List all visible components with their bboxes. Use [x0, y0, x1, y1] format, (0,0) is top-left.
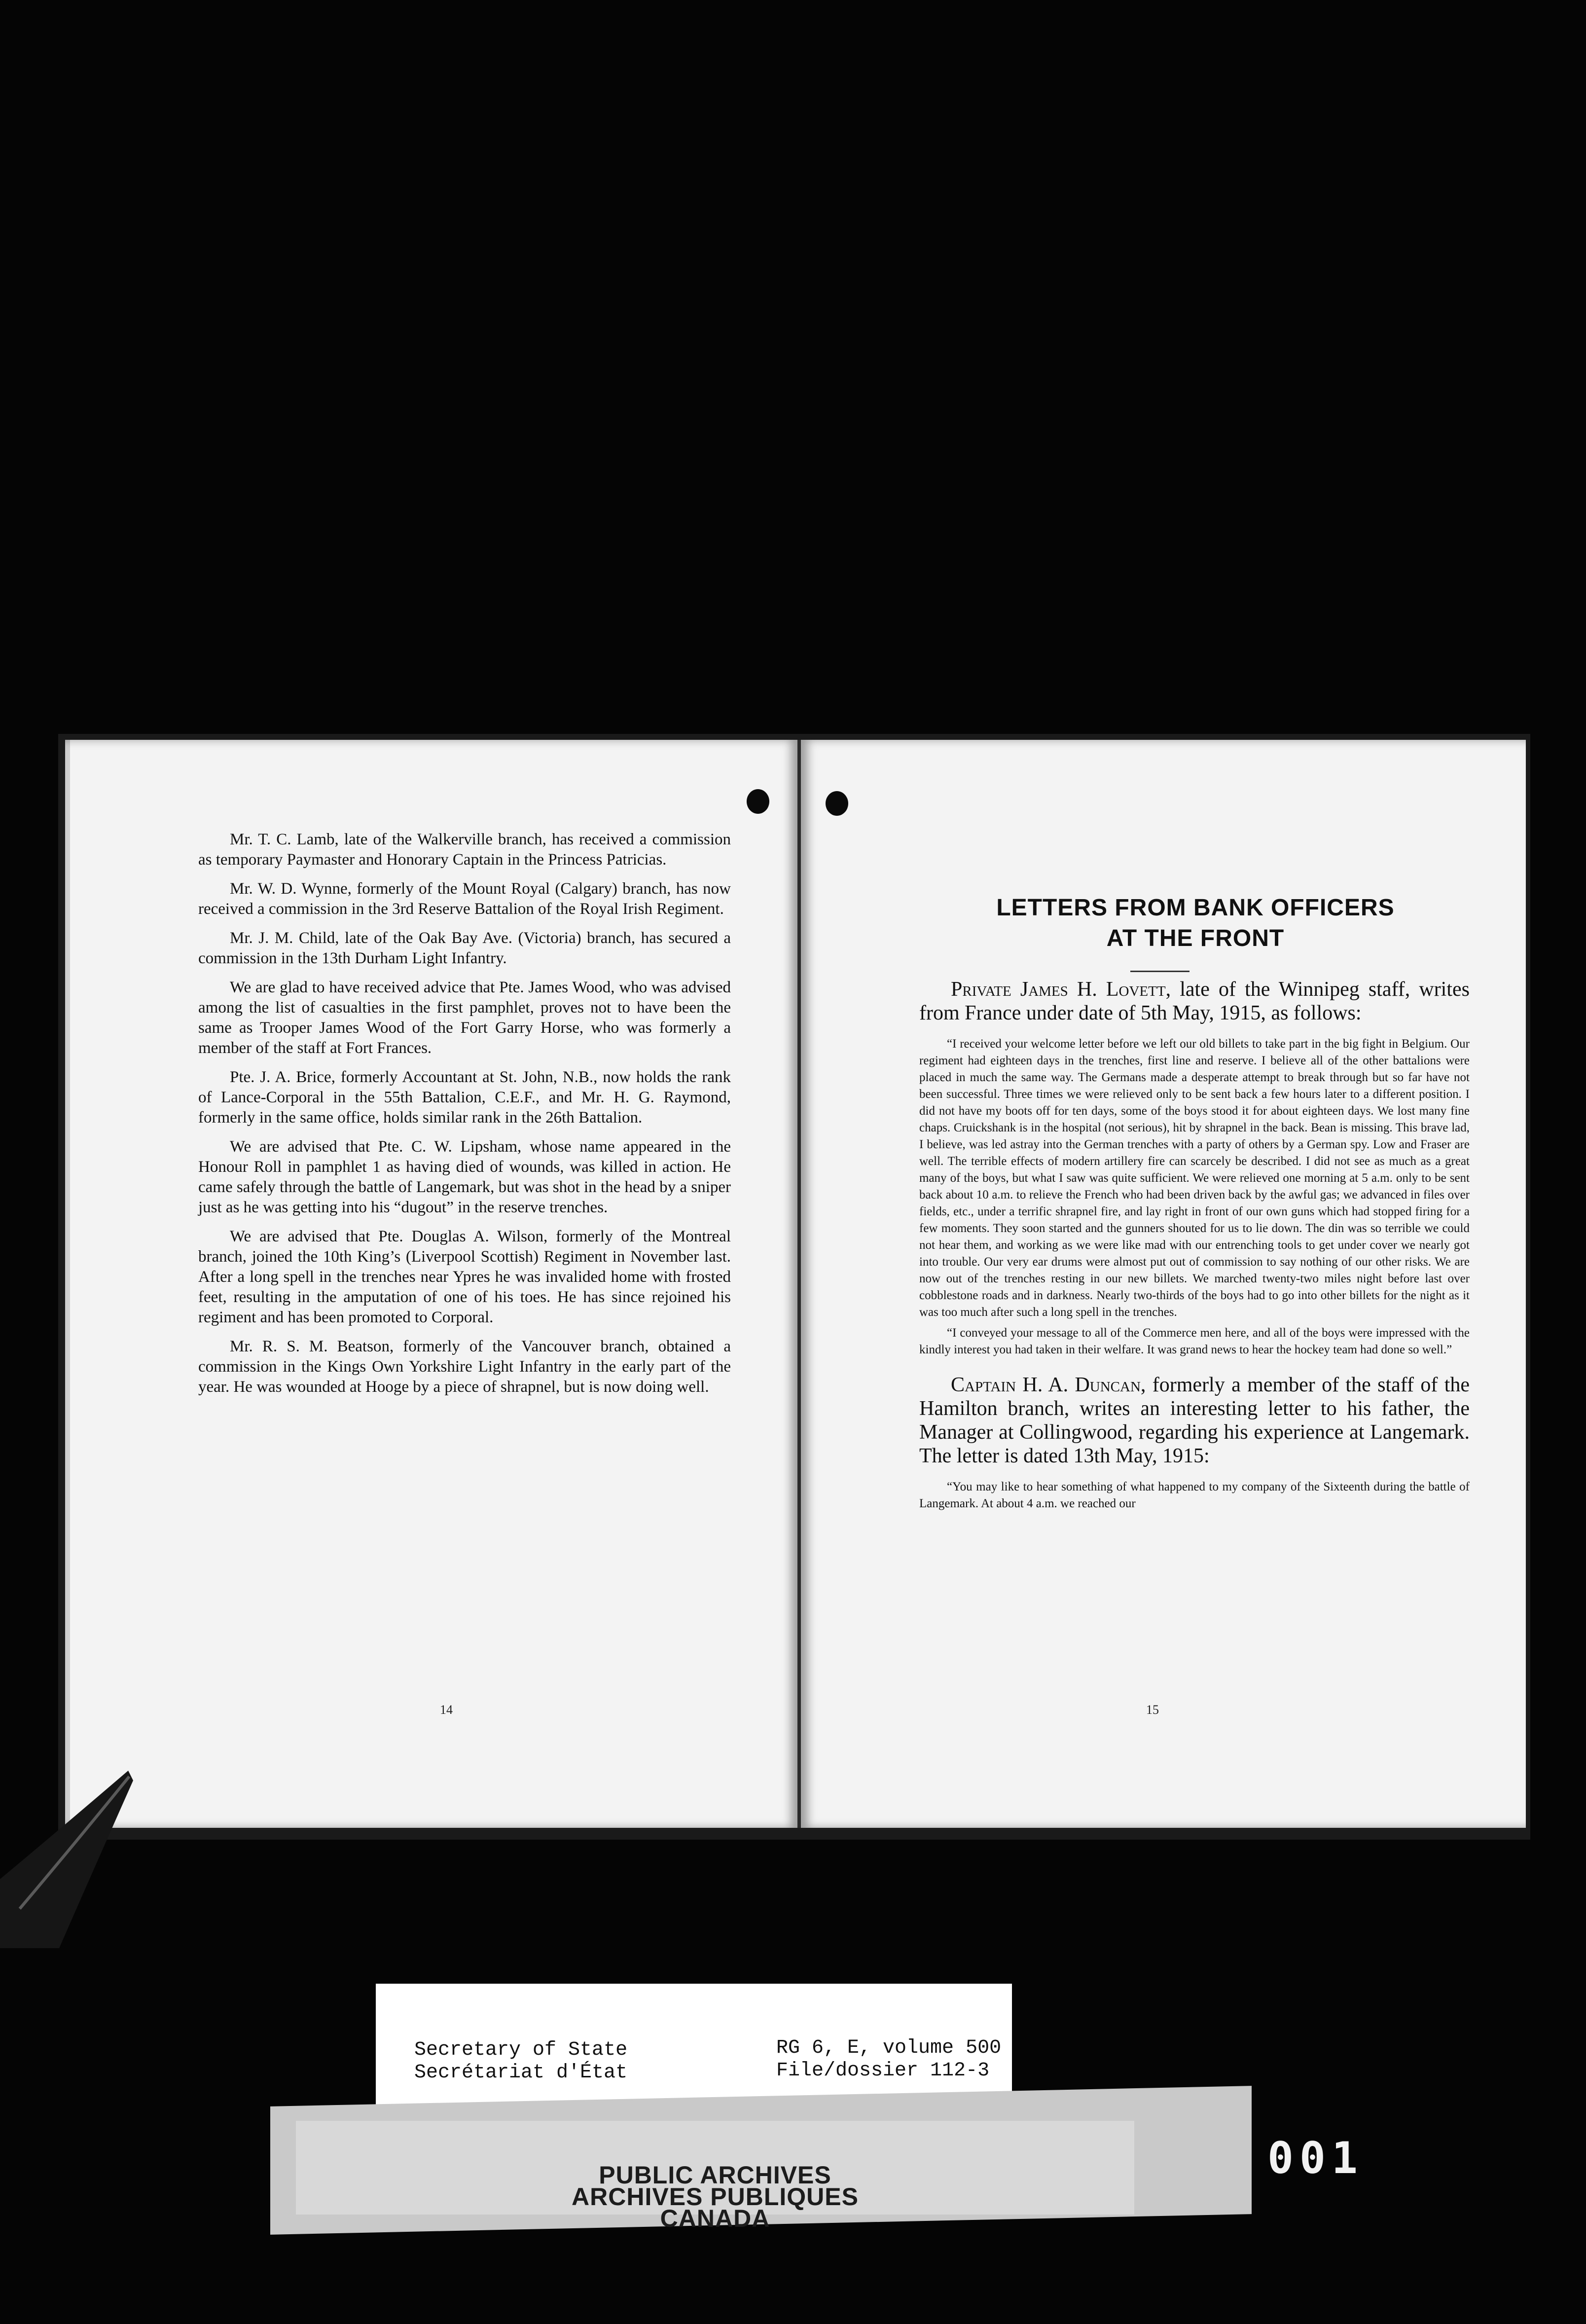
label-reference-line-2: File/dossier 112-3 — [776, 2060, 990, 2082]
paragraph-wynne: Mr. W. D. Wynne, formerly of the Mount Royal (Calgary) branch, has now received a commission in the 3rd Reserve Battalion of the Royal Irish Regiment. — [198, 880, 731, 918]
stamp-line-1: PUBLIC ARCHIVES — [599, 2161, 831, 2189]
section-heading — [919, 893, 1472, 954]
archive-stamp — [493, 2161, 937, 2232]
left-page-text — [198, 830, 731, 1406]
lovett-letter-paragraph-2: “I conveyed your message to all of the Commerce men here, and all of the boys were impressed with the kindly interest you had taken in their welfare. It was grand news to hear the hockey team had done so well.” — [919, 1326, 1470, 1356]
heading-line-1: LETTERS FROM BANK OFFICERS — [996, 895, 1395, 921]
stamp-line-3: CANADA — [660, 2205, 770, 2232]
paragraph-lamb: Mr. T. C. Lamb, late of the Walkerville branch, has received a commission as temporary Paymaster and Honorary Captain in the Princess Patricias. — [198, 831, 731, 869]
left-page — [65, 740, 798, 1828]
frame-counter: 001 — [1267, 2134, 1415, 2183]
binding-hole-icon — [826, 791, 848, 816]
paragraph-beatson: Mr. R. S. M. Beatson, formerly of the Vancouver branch, obtained a commission in the Kings Own Yorkshire Light Infantry in the early part of the year. He was wounded at Hooge by a piece of shrapnel, but is now doing well. — [198, 1338, 731, 1396]
page-number-left: 14 — [440, 1703, 453, 1717]
lovett-intro-text: late of the Winnipeg staff, writes from France under date of 5th May, 1915, as follows: — [919, 978, 1470, 1024]
paragraph-wood: We are glad to have received advice that Pte. James Wood, who was advised among the list of casualties in the first pamphlet, proves not to have been the same as Trooper James Wood of the Fort Garry Horse, who was formerly a member of the staff at Fort Frances. — [198, 979, 731, 1057]
lovett-letter-paragraph-1: “I received your welcome letter before we left our old billets to take part in the big fight in Belgium. Our regiment had eighteen days in the trenches, first line and reserve. I believe all of the other battalions were placed in much the same way. The Germans made a desperate attempt to break through but so far have not been successful. Three times we were relieved only to be sent back a few hours later to a different position. I did not have my boots off for ten days, some of the boys stood it for about eighteen days. We lost many fine chaps. Cruickshank is in the hospital (not serious), hit by shrapnel in the back. Bean is missing. This brave lad, I believe, was led astray into the German trenches with a party of others by a German spy. Low and Fraser are well. The terrible effects of modern artillery fire can scarcely be described. I did not see as much as a great many of the boys, but what I saw was quite sufficient. We were relieved one morning at 5 a.m. only to be sent back about 10 a.m. to relieve the French who had been driven back by the awful gas; we advanced in files over fields, etc., under a terrific shrapnel fire, and lay right in front of our own guns which had stopped firing for a few moments. They soon started and the gunners shouted for us to lie down. The din was so terrible we could not hear them, and working as we were like mad with our entrenching tools to get under cover we nearly got into trouble. Our very ear drums were almost put out of commission to say nothing of our other risks. We are now out of the trenches resting in our new billets. We marched twenty-two miles night before last over cobblestone roads and in darkness. Nearly two-thirds of the boys had to go into other billets for the night as it was too much after such a long spell in the trenches. — [919, 1037, 1470, 1319]
right-page-text — [919, 978, 1470, 1516]
label-department-en: Secretary of State — [414, 2039, 628, 2061]
binding-hole-icon — [747, 789, 769, 814]
paragraph-brice: Pte. J. A. Brice, formerly Accountant at St. John, N.B., now holds the rank of Lance-Corporal in the 55th Battalion, C.E.F., and Mr. H. G. Raymond, formerly in the same office, holds similar rank in the 26th Battalion. — [198, 1068, 731, 1126]
paragraph-child: Mr. J. M. Child, late of the Oak Bay Ave. (Victoria) branch, has secured a commission in the 13th Durham Light Infantry. — [198, 929, 731, 967]
duncan-letter-start: “You may like to hear something of what happened to my company of the Sixteenth during the battle of Langemark. At about 4 a.m. we reached our — [919, 1480, 1470, 1510]
lovett-name: Private James H. Lovett, — [951, 978, 1171, 1001]
heading-line-2: AT THE FRONT — [1106, 925, 1285, 951]
duncan-intro — [919, 1373, 1470, 1468]
duncan-name: Captain H. A. Duncan, — [951, 1374, 1146, 1396]
heading-rule — [1130, 971, 1190, 972]
paragraph-lipsham: We are advised that Pte. C. W. Lipsham, whose name appeared in the Honour Roll in pamphlet 1 as having died of wounds, was killed in action. He came safely through the battle of Langemark, but was shot in the head by a sniper just as he was getting into his “dugout” in the reserve trenches. — [198, 1138, 731, 1216]
label-reference-line-1: RG 6, E, volume 500 — [776, 2037, 1002, 2059]
right-page — [801, 740, 1526, 1828]
label-department-fr: Secrétariat d'État — [414, 2062, 628, 2084]
stamp-line-2: ARCHIVES PUBLIQUES — [572, 2183, 859, 2211]
page-weight-shadow — [0, 1761, 148, 1948]
duncan-intro-text: formerly a member of the staff of the Hamilton branch, writes an interesting letter to his father, the Manager at Collingwood, regarding his experience at Langemark. The letter is dated 13th May, 1915: — [919, 1374, 1470, 1467]
paragraph-wilson: We are advised that Pte. Douglas A. Wilson, formerly of the Montreal branch, joined the 10th King’s (Liverpool Scottish) Regiment in November last. After a long spell in the trenches near Ypres he was invalided home with frosted feet, resulting in the amputation of one of his toes. He has since rejoined his regiment and has been promoted to Corporal. — [198, 1228, 731, 1326]
page-number-right: 15 — [1146, 1703, 1159, 1717]
lovett-intro — [919, 978, 1470, 1025]
